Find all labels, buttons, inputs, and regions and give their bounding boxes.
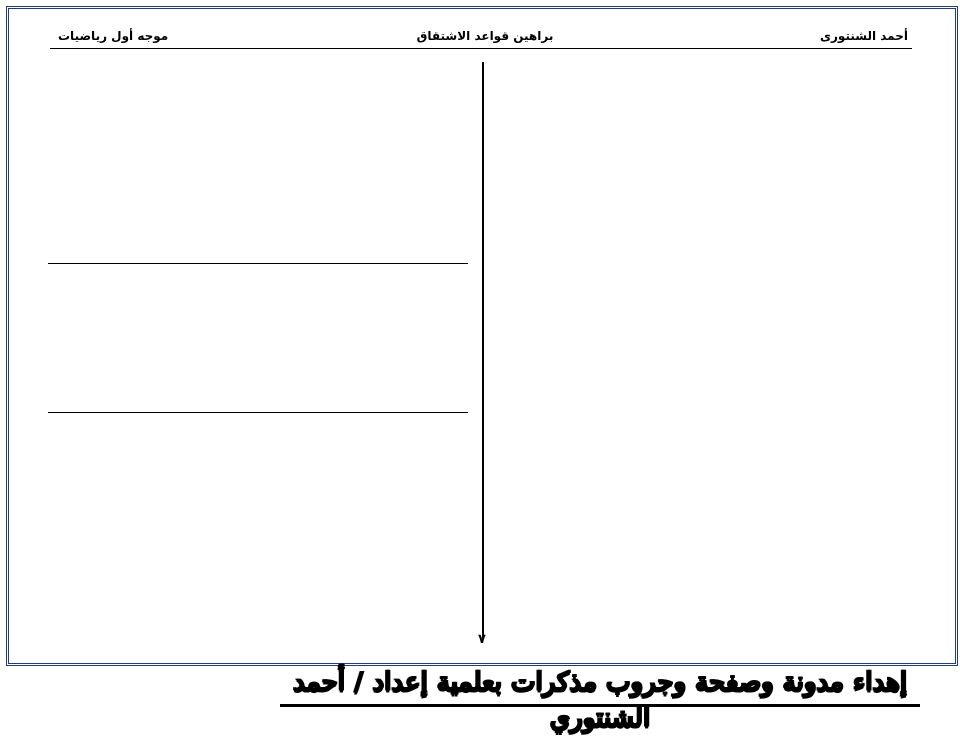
header-topic: براهين قواعد الاشتقاق (416, 29, 554, 43)
header-author: أحمد الشنتورى (820, 29, 908, 43)
section-rule-1 (48, 263, 468, 264)
page-divider (482, 62, 484, 638)
section-rule-2 (48, 412, 468, 413)
header-rule (50, 48, 912, 49)
page-number: ٧ (478, 632, 486, 647)
footer-dedication: إهداء مدونة وصفحة وجروب مذكرات بعلمية إعداد / أحمد الشنتوري (280, 664, 920, 707)
header-role: موجه أول رياضيات (58, 29, 169, 43)
